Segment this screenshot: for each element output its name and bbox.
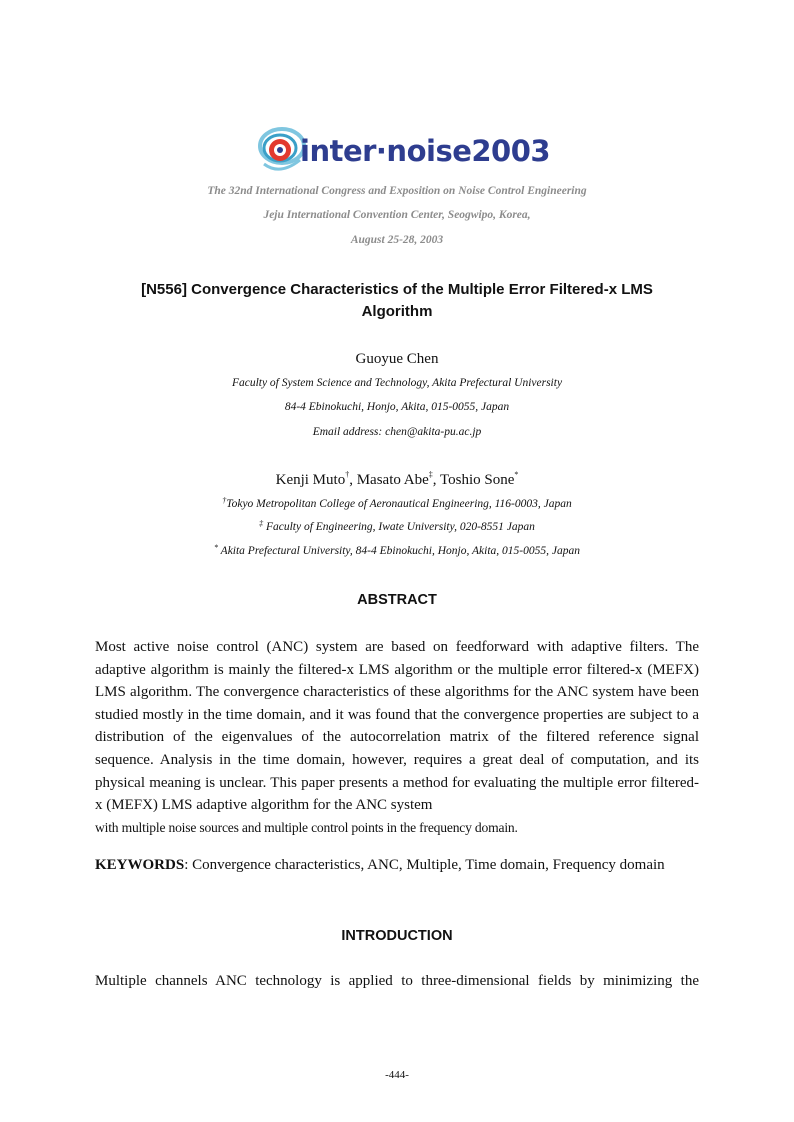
paper-title-line2: Algorithm [361, 303, 433, 320]
author-affiliation: Faculty of System Science and Technology, Akita Prefectural University [231, 377, 563, 389]
coauthor-affiliation-3: * Akita Prefectural University, 84-4 Ebinokuchi, Honjo, Akita, 015-0055, Japan [214, 543, 580, 557]
coauthor-abe: Masato Abe [356, 472, 429, 488]
keywords [95, 854, 699, 877]
conference-name: The 32nd International Congress and Exposition on Noise Control Engineering [207, 185, 587, 197]
mark-dagger: † [345, 470, 350, 479]
abstract-last-line: with multiple noise sources and multiple control points in the frequency domain. [95, 819, 518, 835]
coauthor-affiliation-1: †Tokyo Metropolitan College of Aeronautical Engineering, 116-0003, Japan [222, 496, 572, 510]
author-name: Guoyue Chen [355, 351, 439, 367]
introduction-heading: INTRODUCTION [341, 928, 453, 944]
abstract-heading: ABSTRACT [357, 592, 437, 608]
coauthors-line: Kenji Muto†, Masato Abe‡, Toshio Sone* [275, 470, 519, 488]
coauthor-muto: Kenji Muto [275, 472, 346, 488]
paper-title-line1: [N556] Convergence Characteristics of the Multiple Error Filtered-x LMS [141, 281, 653, 298]
logo-text: inter·noise2003 [300, 134, 551, 168]
page-number: -444- [385, 1069, 409, 1081]
author-address: 84-4 Ebinokuchi, Honjo, Akita, 015-0055, Japan [284, 401, 510, 413]
mark-asterisk: * [514, 470, 519, 479]
keywords-label: KEYWORDS [95, 857, 185, 873]
author-email: Email address: chen@akita-pu.ac.jp [312, 426, 482, 438]
abstract-body [95, 636, 699, 839]
mark-double-dagger: ‡ [428, 470, 433, 479]
conference-date: August 25-28, 2003 [350, 234, 444, 246]
conference-venue: Jeju International Convention Center, Seogwipo, Korea, [263, 209, 531, 221]
coauthor-sone: Toshio Sone [440, 472, 515, 488]
abstract-text: Most active noise control (ANC) system are based on feedforward with adaptive filters. The adaptive algorithm is mainly the filtered-x LMS algorithm or the multiple error filtered-x (MEFX) LMS algorithm. The convergence characteristics of these algorithms for the ANC system have been studied mostly in the time domain, and it was found that the convergence properties are subject to a distribution of the eigenvalues of the autocorrelation matrix of the filtered reference signal sequence. Analysis in the time domain, however, requires a great deal of computation, and its physical meaning is unclear. This paper presents a method for evaluating the multiple error filtered-x (MEFX) LMS adaptive algorithm for the ANC system [95, 639, 699, 814]
introduction-body: Multiple channels ANC technology is applied to three-dimensional fields by minimizing the [95, 973, 699, 989]
keywords-text: : Convergence characteristics, ANC, Multiple, Time domain, Frequency domain [184, 857, 665, 873]
coauthor-affiliation-2: ‡ Faculty of Engineering, Iwate University, 020-8551 Japan [259, 519, 535, 533]
